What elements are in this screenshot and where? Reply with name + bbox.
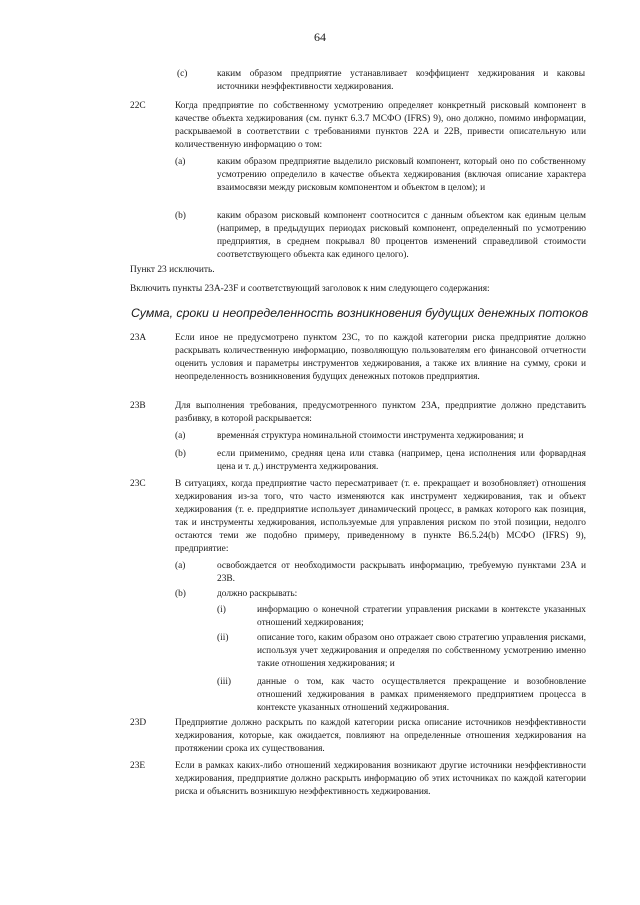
item-label-23b-a: (a) — [175, 431, 186, 441]
item-label-22c-b: (b) — [175, 211, 186, 221]
item-text-23c-a: освобождается от необходимости раскрывать информацию, требуемую пунктами 23A и 23B. — [217, 561, 586, 584]
subitem-text-23c-b-ii: описание того, каким образом оно отражает свою стратегию управления рисками, используя учет хеджирования и определяя по собственному усмотрению именно такие отношения хеджирования; и — [257, 633, 586, 669]
item-label-23c-a: (a) — [175, 561, 186, 571]
note-include: Включить пункты 23A-23F и соответствующий заголовок к ним следующего содержания: — [130, 284, 490, 294]
item-label-c: (c) — [177, 69, 188, 79]
item-text-23c-b: должно раскрывать: — [217, 589, 298, 599]
subitem-text-23c-b-i: информацию о конечной стратегии управления рисками в контексте указанных отношений хеджирования; — [257, 605, 586, 628]
paragraph-number-23e: 23E — [130, 761, 146, 771]
subitem-text-23c-b-iii: данные о том, как часто осуществляется прекращение и возобновление отношений хеджирования в рамках применяемого предприятием процесса в контексте указанных отношений хеджирования. — [257, 677, 586, 713]
section-heading: Сумма, сроки и неопределенность возникновения будущих денежных потоков — [131, 306, 589, 320]
item-text-22c-a: каким образом предприятие выделило рисковый компонент, который оно по собственному усмотрению определило в качестве объекта хеджирования (включая описание характера взаимосвязи между рисковым компонентом и объектом в целом); и — [217, 157, 586, 193]
item-label-22c-a: (a) — [175, 157, 186, 167]
item-label-23b-b: (b) — [175, 449, 186, 459]
item-label-23c-b: (b) — [175, 589, 186, 599]
page-number: 64 — [314, 30, 326, 44]
paragraph-23c-text: В ситуациях, когда предприятие часто пересматривает (т. е. прекращает и возобновляет) отношения хеджирования из-за того, что часто изменяются как инструмент хеджирования, так и объект хеджирования (т. е. предприятие использует динамический процесс, в рамках которого как позиция, так и инструменты хеджирования, используемые для управления риском по этой позиции, недолго остаются теми же подобно примеру, приведенному в пункте B6.5.24(b) МСФО (IFRS) 9), предприятие: — [175, 479, 586, 554]
subitem-label-23c-b-iii: (iii) — [217, 677, 232, 687]
paragraph-number-23d: 23D — [130, 718, 147, 728]
paragraph-number-22c: 22C — [130, 101, 146, 111]
subitem-label-23c-b-ii: (ii) — [217, 633, 229, 643]
paragraph-number-23b: 23B — [130, 401, 146, 411]
subitem-label-23c-b-i: (i) — [217, 605, 226, 615]
paragraph-23e-text: Если в рамках каких-либо отношений хеджирования возникают другие источники неэффективности хеджирования, предприятие должно раскрыть информацию об этих источниках по каждой категории риска и объяснить возникшую неэффективность хеджирования. — [175, 761, 586, 797]
paragraph-number-23c: 23C — [130, 479, 146, 489]
note-delete-23: Пункт 23 исключить. — [130, 265, 215, 275]
item-text-22c-b: каким образом рисковый компонент соотносится с данным объектом как единым целым (например, в предыдущих периодах рисковый компонент, определенный по усмотрению предприятия, в среднем покрывал 80 процентов изменений справедливой стоимости соответствующего объекта как единого целого). — [217, 211, 586, 260]
item-text-c: каким образом предприятие устанавливает коэффициент хеджирования и каковы источники неэффективности хеджирования. — [217, 69, 585, 92]
paragraph-22c-text: Когда предприятие по собственному усмотрению определяет конкретный рисковый компонент в качестве объекта хеджирования (см. пункт 6.3.7 МСФО (IFRS) 9), оно должно, помимо информации, раскрываемой в соответствии с требованиями пунктов 22A и 22B, привести описательную или количественную информацию о том: — [175, 101, 586, 150]
paragraph-number-23a: 23A — [130, 333, 147, 343]
paragraph-23b-text: Для выполнения требования, предусмотренного пунктом 23A, предприятие должно представить разбивку, в которой раскрывается: — [175, 401, 586, 424]
paragraph-23a-text: Если иное не предусмотрено пунктом 23C, то по каждой категории риска предприятие должно раскрывать количественную информацию, позволяющую пользователям его финансовой отчетности оценить условия и параметры инструментов хеджирования, а также их влияние на сумму, сроки и неопределенность возникновения будущих денежных потоков предприятия. — [175, 333, 586, 382]
item-text-23b-a: временна́я структура номинальной стоимости инструмента хеджирования; и — [217, 431, 524, 441]
item-text-23b-b: если применимо, средняя цена или ставка (например, цена исполнения или форвардная цена и т. д.) инструмента хеджирования. — [217, 449, 586, 472]
paragraph-23d-text: Предприятие должно раскрыть по каждой категории риска описание источников неэффективности хеджирования, которые, как ожидается, повлияют на определенные отношения хеджирования на протяжении срока их существования. — [175, 718, 586, 754]
